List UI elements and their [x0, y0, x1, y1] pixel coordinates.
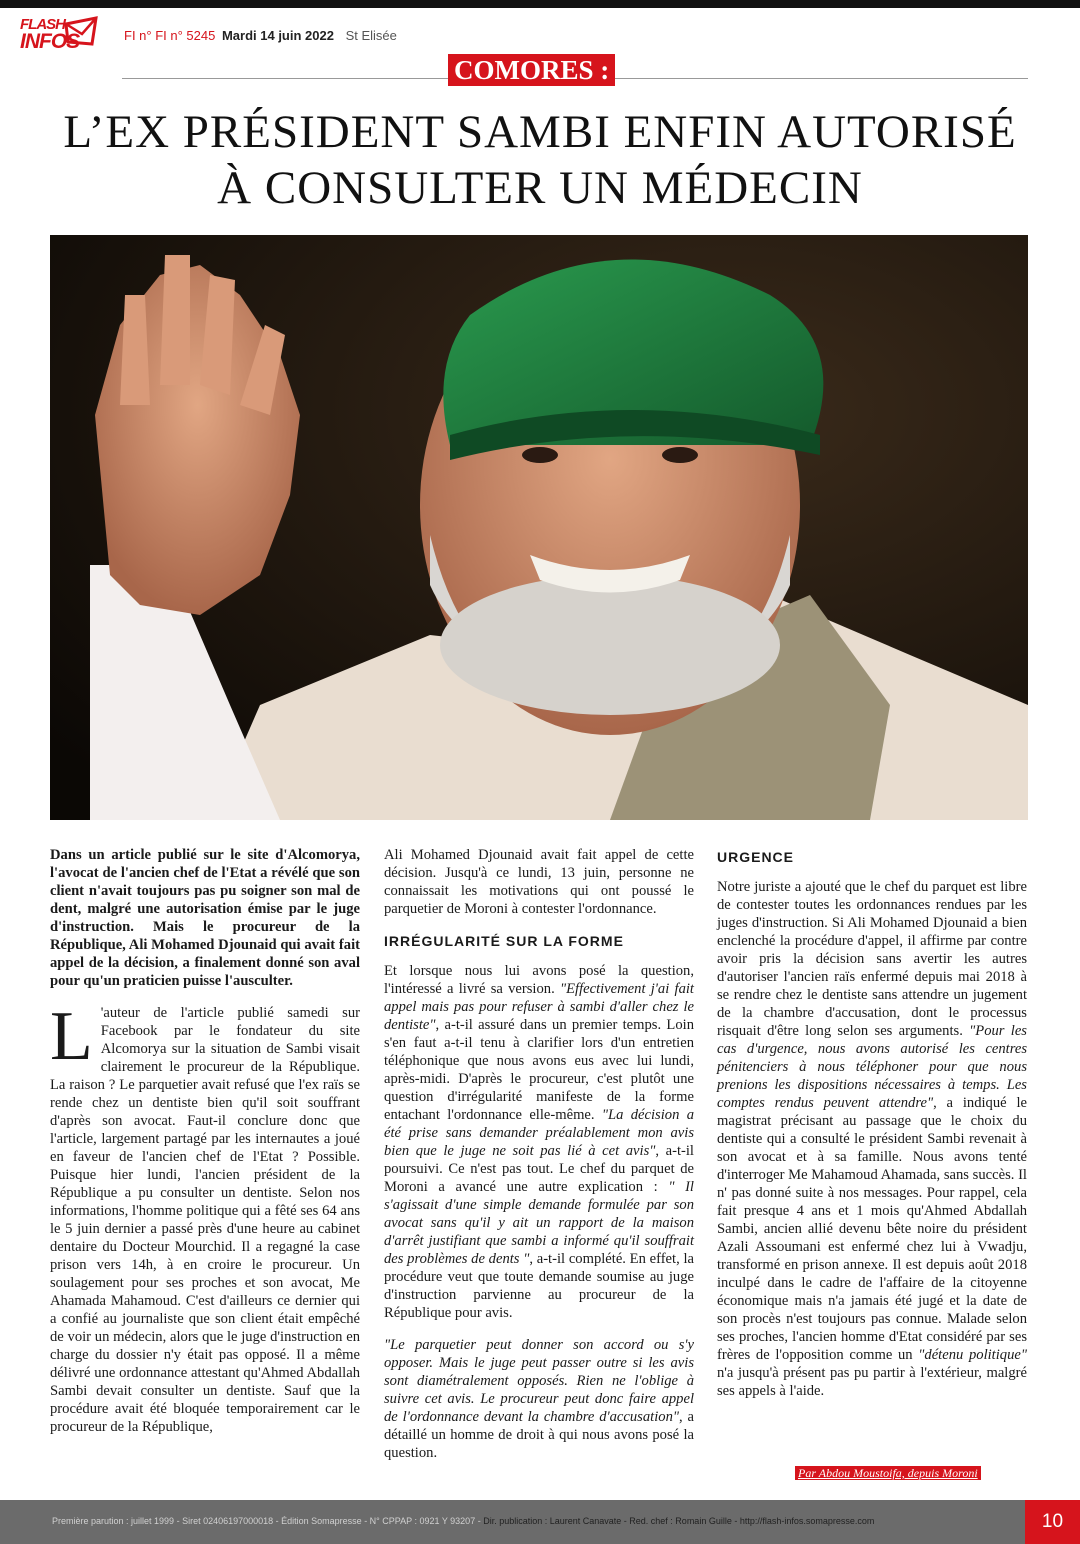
p3-text-c: , a-t-il poursuivi. Ce n'est pas tout. Le chef du parquet de Moroni a avancé une autre explication : — [384, 1143, 694, 1195]
column-2 — [384, 846, 694, 1476]
article-paragraph-3 — [384, 962, 694, 1322]
portrait-illustration — [50, 235, 1028, 820]
p5-text-a: Notre juriste a ajouté que le chef du parquet est libre de contester toutes les ordonnances rendues par les juges d'instruction. Si Ali Mohamed Djounaid a bien enclenché la procédure d'appel, il affirme par contre avoir pris la décision sans avertir les autres d'autoriser l'ancien raïs enfermé depuis mai 2018 à se rendre chez le dentiste sans attendre un jugement de la chambre d'accusation, dont le processus risquait d'être long selon ses arguments. — [717, 879, 1027, 1039]
headline-line2: À CONSULTER UN MÉDECIN — [217, 162, 863, 214]
subhead-urgence: URGENCE — [717, 849, 795, 865]
logo-line2: INFOS — [20, 30, 80, 53]
headline-line1: L’EX PRÉSIDENT SAMBI ENFIN AUTORISÉ — [63, 106, 1017, 158]
page-headline — [30, 104, 1050, 216]
column-1 — [50, 846, 360, 1450]
article-photo — [50, 235, 1028, 820]
drop-cap: L — [50, 998, 93, 1075]
envelope-icon — [62, 14, 102, 54]
logo-line1: FLASH — [20, 16, 65, 33]
p3-quote-3: " Il s'agissait d'une simple demande formulée par son avocat sans qu'il y ait un rapport de la maison d'arrêt justifiant que sambi a informé qu'il souffrait des problèmes de dents " — [384, 1179, 694, 1267]
byline: Par Abdou Moustoifa, depuis Moroni — [795, 1466, 981, 1480]
article-lede: Dans un article publié sur le site d'Alcomorya, l'avocat de l'ancien chef de l'Etat a révélé que son client n'avait toujours pas pu soigner son mal de dent, malgré une autorisation émise par le juge d'instruction. Mais le procureur de la République, Ali Mohamed Djounaid qui avait fait appel de la décision, a finalement donné son aval pour qu'un praticien puisse l'ausculter. — [50, 847, 360, 989]
flash-infos-logo[interactable] — [16, 14, 106, 58]
p4-text: , a détaillé un homme de droit à qui nous avons posé la question. — [384, 1409, 694, 1461]
article-body-1 — [50, 998, 360, 1436]
article-paragraph-4 — [384, 1336, 694, 1462]
issue-info — [124, 28, 397, 43]
section-rubric: COMORES : — [448, 54, 615, 86]
p5-quote-2: "détenu politique" — [918, 1347, 1027, 1363]
p4-quote: "Le parquetier peut donner son accord ou s'y opposer. Mais le juge peut passer outre si les avis sont diamétralement opposés. Rien ne l'oblige à suivre cet avis. Le procureur peut donc faire appel de l'ordonnance devant la chambre d'accusation" — [384, 1337, 694, 1425]
article-paragraph-5 — [717, 878, 1027, 1400]
issue-number: FI n° FI n° 5245 — [124, 28, 216, 43]
p3-text-d: , a-t-il complété. En effet, la procédure veut que toute demande soumise au juge d'instruction parvienne au procureur de la République pour avis. — [384, 1251, 694, 1321]
p5-quote: "Pour les cas d'urgence, nous avons autorisé les centres pénitenciers à nous téléphoner pour que nous prenions les dispositions nécessaires à temps. Les comptes rendus peuvent attendre" — [717, 1023, 1027, 1111]
issue-date: Mardi 14 juin 2022 — [221, 28, 334, 43]
p3-text-b: , a-t-il assuré dans un premier temps. Loin s'en faut a-t-il tenu à clarifier lors d'un entretien téléphonique que nous avons eus avec lui lundi, après-midi. D'après le procureur, c'est plutôt une question d'irrégularité manifeste de la forme entachant l'ordonnance elle-même. — [384, 1017, 694, 1123]
body1-text: 'auteur de l'article publié samedi sur Facebook par le fondateur du site Alcomorya sur la situation de Sambi visait clairement le procureur de la République. La raison ? Le parquetier avait refusé que l'ex raïs se rende chez un dentiste bien qu'il soit souffrant d'après son avocat. Faut-il conclure donc que l'article, largement partagé par les internautes a joué en faveur de l'ancien chef de l'Etat ? Possible. Puisque hier lundi, l'ancien président de la République a pu consulter un dentiste. Selon nos informations, l'homme politique qui a fêté ses 64 ans le 5 juin dernier a passé près d'une heure au cabinet dentaire du Docteur Mourchid. Il a regagné la case prison vers 14h, à en croire le procureur. Un soulagement pour ses proches et son avocat, Me Ahamada Mahamoud. C'est d'ailleurs ce dernier qui a confié au journaliste que son client était empêché de voir un médecin, alors que le juge d'instruction en charge du dossier n'y était pas opposé. Il a même délivré une ordonnance attestant qu'Ahmed Abdallah Sambi devait consulter un dentiste. Sauf que la procédure avait été bloquée temporairement car le procureur de la République, — [50, 1005, 360, 1435]
footer-text — [52, 1516, 874, 1526]
footer-left: Première parution : juillet 1999 - Siret 02406197000018 - Édition Somapresse - N° CPPAP : 0921 Y 93207 - — [52, 1516, 484, 1526]
footer-right[interactable]: Dir. publication : Laurent Canavate - Red. chef : Romain Guille - http://flash-infos.somapresse.com — [483, 1516, 875, 1526]
saint-of-day: St Elisée — [345, 28, 397, 43]
subhead-irregularite: IRRÉGULARITÉ SUR LA FORME — [384, 933, 624, 949]
top-rule — [0, 0, 1080, 8]
page-number: 10 — [1025, 1500, 1080, 1544]
article-body-2: Ali Mohamed Djounaid avait fait appel de cette décision. Jusqu'à ce lundi, 13 juin, personne ne connaissait les motivations qui ont poussé le parquetier de Moroni à contester l'ordonnance. — [384, 847, 694, 917]
p3-quote-2: "La décision a été prise sans demander préalablement mon avis bien que le juge ne soit pas lié à cet avis" — [384, 1107, 694, 1159]
column-3 — [717, 846, 1027, 1414]
p3-quote-1: "Effectivement j'ai fait appel mais pas pour refuser à sambi d'aller chez le dentiste" — [384, 981, 694, 1033]
p5-text-c: n'a jusqu'à présent pas pu partir à l'extérieur, malgré ses appels à l'aide. — [717, 1365, 1027, 1399]
p3-text-a: Et lorsque nous lui avons posé la question, l'intéressé a livré sa version. — [384, 963, 694, 997]
p5-text-b: , a indiqué le magistrat précisant au passage que le choix du dentiste qui a consulté le président Sambi revenait à son avocat et à sa famille. Nous avons tenté d'interroger Me Mahamoud Ahamada, sans succès. Il n' pas donné suite à nos messages. Pour rappel, cela fait presque 4 ans et 1 mois qu'Ahmed Abdallah Sambi, ancien allié devenu bête noire du président Azali Assoumani est enfermé chez lui à Vwadju, transformé en prison annexe. Il est depuis août 2018 inculpé dans le cadre de l'affaire de la citoyenne économique mais n'a jamais été jugé et la date de son procès n'est toujours pas connue. Malade selon ses proches, l'ancien homme d'Etat considéré par ses frères de l'opposition comme un — [717, 1095, 1027, 1363]
